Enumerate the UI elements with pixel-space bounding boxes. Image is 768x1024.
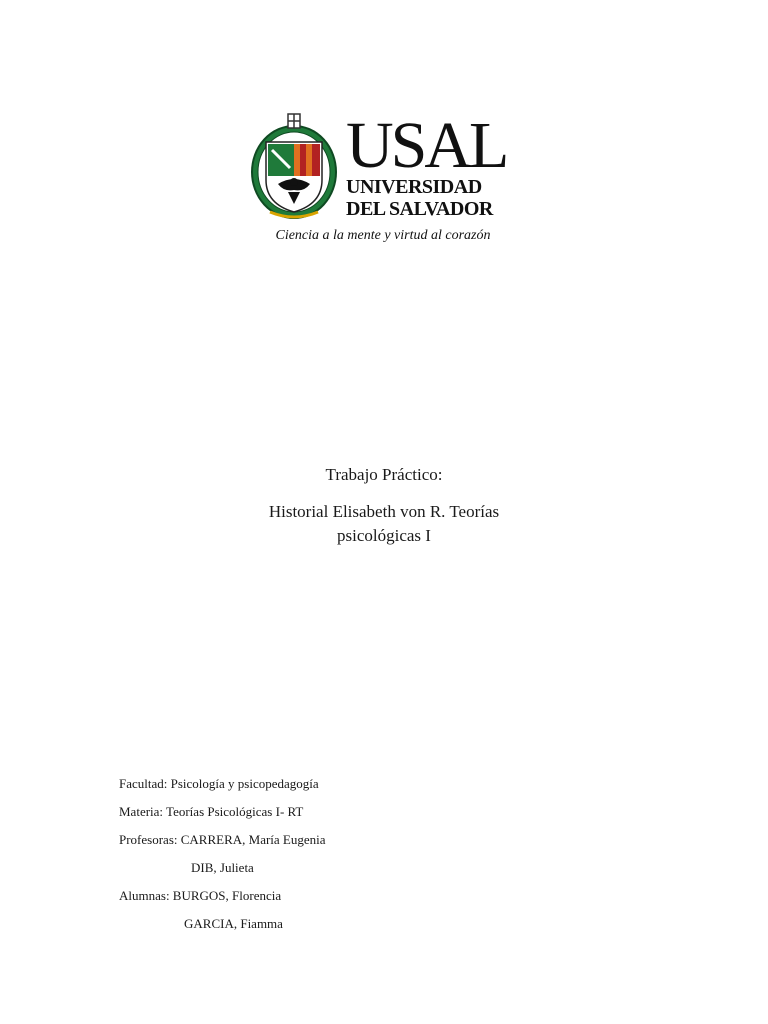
logo-line-2: DEL SALVADOR [346,198,493,220]
info-alumnas-2: GARCIA, Fiamma [184,916,283,931]
logo-wordmark [346,109,526,220]
info-profesoras-2: DIB, Julieta [191,860,254,875]
logo-line-1: UNIVERSIDAD [346,176,482,198]
logo-motto: Ciencia a la mente y virtud al corazón [275,228,491,243]
document-title-text-1: Historial Elisabeth von R. Teorías [268,502,500,521]
document-title-line-2 [0,500,768,548]
info-materia: Materia: Teorías Psicológicas I- RT [119,804,304,819]
info-alumnas-1: Alumnas: BURGOS, Florencia [119,888,282,903]
document-title-line-1: Trabajo Práctico: [325,465,443,484]
university-crest-icon [248,112,340,222]
logo-brand: USAL [346,109,507,182]
document-title-text-2: psicológicas I [337,526,431,545]
info-profesoras-1: Profesoras: CARRERA, María Eugenia [119,832,326,847]
info-facultad: Facultad: Psicología y psicopedagogía [119,776,319,791]
university-logo [248,109,528,252]
